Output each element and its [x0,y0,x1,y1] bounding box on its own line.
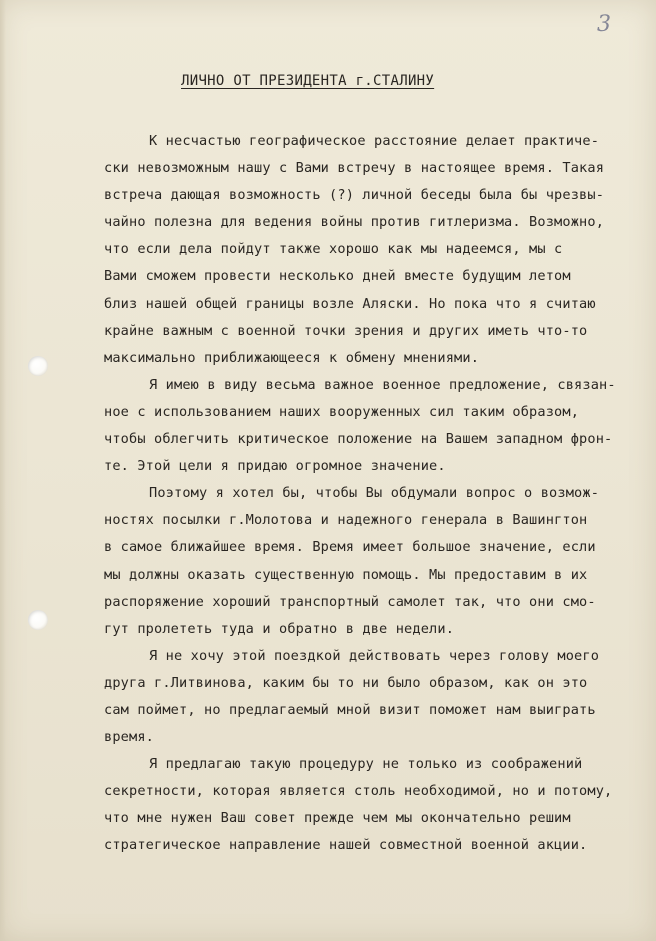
text-line: ски невозможным нашу с Вами встречу в настоящее время. Такая [104,160,605,177]
text-line: максимально приближающееся к обмену мнениями. [104,349,480,366]
text-line: Я предлагаю такую процедуру не только из соображений [149,756,583,773]
text-line: Я имею в виду весьма важное военное предложение, связан- [149,376,616,393]
text-line: К несчастью географическое расстояние делает практиче- [149,133,600,149]
text-line: стратегическое направление нашей совместной военной акции. [104,837,588,854]
text-line: чтобы облегчить критическое положение на Вашем западном фрон- [104,431,613,448]
text-line: в самое ближайшее время. Время имеет большое значение, если [104,539,596,556]
text-line: чайно полезна для ведения войны против гитлеризма. Возможно, [104,214,605,231]
text-line: ностях посылки г.Молотова и надежного генерала в Вашингтон [104,512,588,529]
text-line: Поэтому я хотел бы, чтобы Вы обдумали вопрос о возмож- [149,485,600,502]
text-line: что мне нужен Ваш совет прежде чем мы окончательно решим [104,810,571,827]
text-line: Я не хочу этой поездкой действовать через голову моего [149,647,600,664]
text-line: близ нашей общей границы возле Аляски. Но пока что я считаю [104,295,596,312]
text-line: те. Этой цели я придаю огромное значение. [104,458,446,475]
text-line: сам поймет, но предлагаемый мной визит поможет нам выиграть [104,701,596,718]
text-line: секретности, которая является столь необходимой, но и потому, [104,783,613,800]
text-line: ное с использованием наших вооруженных сил таким образом, [104,403,580,420]
text-line: время. [104,729,155,746]
page-number: 3 [597,12,611,37]
letter-body [104,128,644,860]
text-line: Вами сможем провести несколько дней вместе будущим летом [104,268,571,285]
document-title: ЛИЧНО ОТ ПРЕЗИДЕНТА г.СТАЛИНУ [181,73,435,89]
text-line: гут пролететь туда и обратно в две недели. [104,620,455,637]
punch-hole-bottom [28,610,48,630]
text-line: что если дела пойдут также хорошо как мы надеемся, мы с [104,241,563,258]
text-line: крайне важным с военной точки зрения и других иметь что-то [104,322,588,339]
text-line: распоряжение хороший транспортный самолет так, что они смо- [104,593,596,610]
page-edge-shadow [0,0,6,941]
text-line: мы должны оказать существенную помощь. Мы предоставим в их [104,566,588,583]
text-line: встреча дающая возможность (?) личной беседы была бы чрезвы- [104,187,605,204]
text-line: друга г.Литвинова, каким бы то ни было образом, как он это [104,674,588,691]
punch-hole-top [28,356,48,376]
